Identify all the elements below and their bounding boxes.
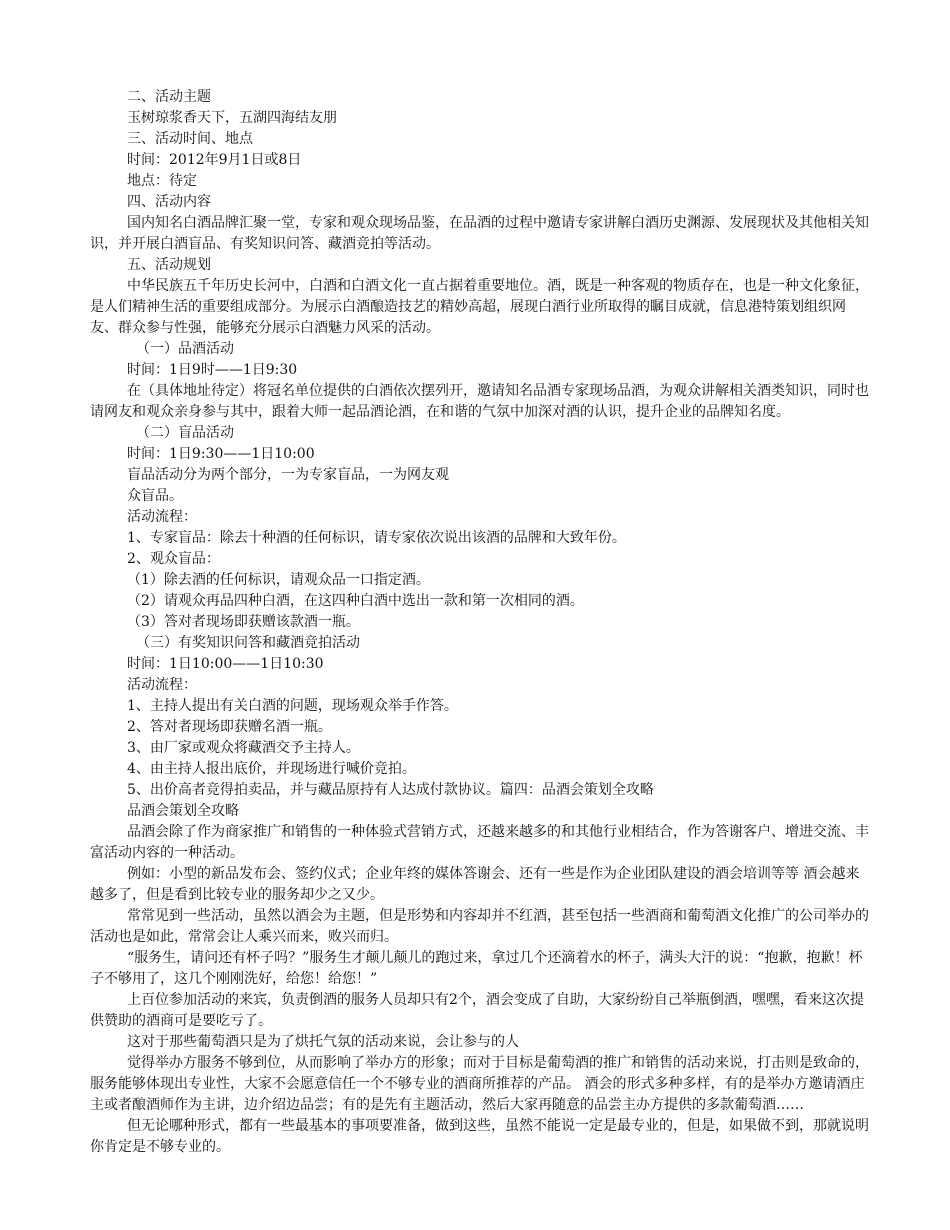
quiz-time: 时间：1日10:00——1日10:30 bbox=[127, 656, 324, 672]
plan-paragraph: 中华民族五千年历史长河中，白酒和白酒文化一直占据着重要地位。酒，既是一种客观的物质存在，也是一种文化象征，是人们精神生活的重要组成部分。为展示白酒酿造技艺的精妙高超，展现白酒行业所取得的瞩目成就，信息港特策划组织网友、群众参与性强，能够充分展示白酒魅力风采的活动。 bbox=[90, 278, 869, 336]
list-item: （2）请观众再品四种白酒，在这四种白酒中选出一款和第一次相同的酒。 bbox=[127, 593, 584, 609]
list-item: 1、主持人提出有关白酒的问题，现场观众举手作答。 bbox=[127, 698, 458, 714]
paragraph: 上百位参加活动的来宾，负责倒酒的服务人员却只有2个，酒会变成了自助，大家纷纷自己举瓶倒酒，嘿嘿，看来这次提供赞助的酒商可是要吃亏了。 bbox=[90, 992, 864, 1029]
theme-text: 玉树琼浆香天下，五湖四海结友朋 bbox=[127, 110, 337, 126]
tasting-paragraph: 在（具体地址待定）将冠名单位提供的白酒依次摆列开，邀请知名品酒专家现场品酒，为观众讲解相关酒类知识，同时也请网友和观众亲身参与其中，跟着大师一起品酒论酒，在和谐的气氛中加深对酒的认识，提升企业的品牌知名度。 bbox=[90, 383, 869, 420]
list-item: 2、答对者现场即获赠名酒一瓶。 bbox=[127, 719, 332, 735]
list-item: 4、由主持人报出底价，并现场进行喊价竞拍。 bbox=[127, 761, 416, 777]
paragraph: 常常见到一些活动，虽然以酒会为主题，但是形势和内容却并不红酒，甚至包括一些酒商和葡萄酒文化推广的公司举办的活动也是如此，常常会让人乘兴而来，败兴而归。 bbox=[90, 908, 869, 945]
event-place: 地点：待定 bbox=[127, 173, 197, 189]
blind-tasting-intro: 盲品活动分为两个部分，一为专家盲品，一为网友观 bbox=[127, 467, 449, 483]
event-time: 时间：2012年9月1日或8日 bbox=[127, 152, 302, 168]
article-title: 品酒会策划全攻略 bbox=[127, 803, 239, 819]
list-item: 2、观众盲品： bbox=[127, 551, 220, 567]
list-item: 1、专家盲品：除去十种酒的任何标识，请专家依次说出该酒的品牌和大致年份。 bbox=[127, 530, 626, 546]
subheading-tasting: （一）品酒活动 bbox=[136, 341, 234, 357]
paragraph: 觉得举办方服务不够到位，从而影响了举办方的形象；而对于目标是葡萄酒的推广和销售的活动来说，打击则是致命的，服务能够体现出专业性，大家不会愿意信任一个不够专业的酒商所推荐的产品。 酒会的形式多种多样，有的是举办方邀请酒庄主或者酿酒师作为主讲，边介绍边品尝；有的是先有主题活动，然后大家再随意的品尝主办方提供的多款葡萄酒…… bbox=[90, 1055, 869, 1113]
section-heading-theme: 二、活动主题 bbox=[127, 89, 211, 105]
paragraph: 品酒会除了作为商家推广和销售的一种体验式营销方式，还越来越多的和其他行业相结合，作为答谢客户、增进交流、丰富活动内容的一种活动。 bbox=[90, 824, 869, 861]
list-item: 5、出价高者竞得拍卖品，并与藏品原持有人达成付款协议。篇四：品酒会策划全攻略 bbox=[127, 782, 654, 798]
list-item: （1）除去酒的任何标识，请观众品一口指定酒。 bbox=[127, 572, 430, 588]
paragraph: “服务生，请问还有杯子吗？”服务生才颠儿颠儿的跑过来，拿过几个还滴着水的杯子，满头大汗的说：“抱歉，抱歉！杯子不够用了，这几个刚刚洗好，给您！给您！” bbox=[90, 950, 863, 987]
subheading-quiz-auction: （三）有奖知识问答和藏酒竞拍活动 bbox=[136, 635, 360, 651]
tasting-time: 时间：1日9时——1日9:30 bbox=[127, 362, 298, 378]
paragraph: 例如：小型的新品发布会、签约仪式；企业年终的媒体答谢会、还有一些是作为企业团队建设的酒会培训等等 酒会越来越多了，但是看到比较专业的服务却少之又少。 bbox=[90, 866, 860, 903]
section-heading-time-place: 三、活动时间、地点 bbox=[127, 131, 253, 147]
content-paragraph: 国内知名白酒品牌汇聚一堂，专家和观众现场品鉴，在品酒的过程中邀请专家讲解白酒历史渊源、发展现状及其他相关知识，并开展白酒盲品、有奖知识问答、藏酒竞拍等活动。 bbox=[90, 215, 869, 252]
paragraph: 这对于那些葡萄酒只是为了烘托气氛的活动来说，会让参与的人 bbox=[127, 1034, 519, 1050]
document-body bbox=[90, 87, 870, 1158]
list-item: （3）答对者现场即获赠该款酒一瓶。 bbox=[127, 614, 360, 630]
process-label: 活动流程： bbox=[127, 509, 197, 525]
process-label: 活动流程： bbox=[127, 677, 197, 693]
blind-tasting-intro-cont: 众盲品。 bbox=[127, 488, 183, 504]
section-heading-content: 四、活动内容 bbox=[127, 194, 211, 210]
blind-tasting-time: 时间：1日9:30——1日10:00 bbox=[127, 446, 315, 462]
list-item: 3、由厂家或观众将藏酒交予主持人。 bbox=[127, 740, 360, 756]
section-heading-plan: 五、活动规划 bbox=[127, 257, 211, 273]
paragraph: 但无论哪种形式，都有一些最基本的事项要准备，做到这些，虽然不能说一定是最专业的，但是，如果做不到，那就说明你肯定是不够专业的。 bbox=[90, 1118, 869, 1155]
subheading-blind-tasting: （二）盲品活动 bbox=[136, 425, 234, 441]
